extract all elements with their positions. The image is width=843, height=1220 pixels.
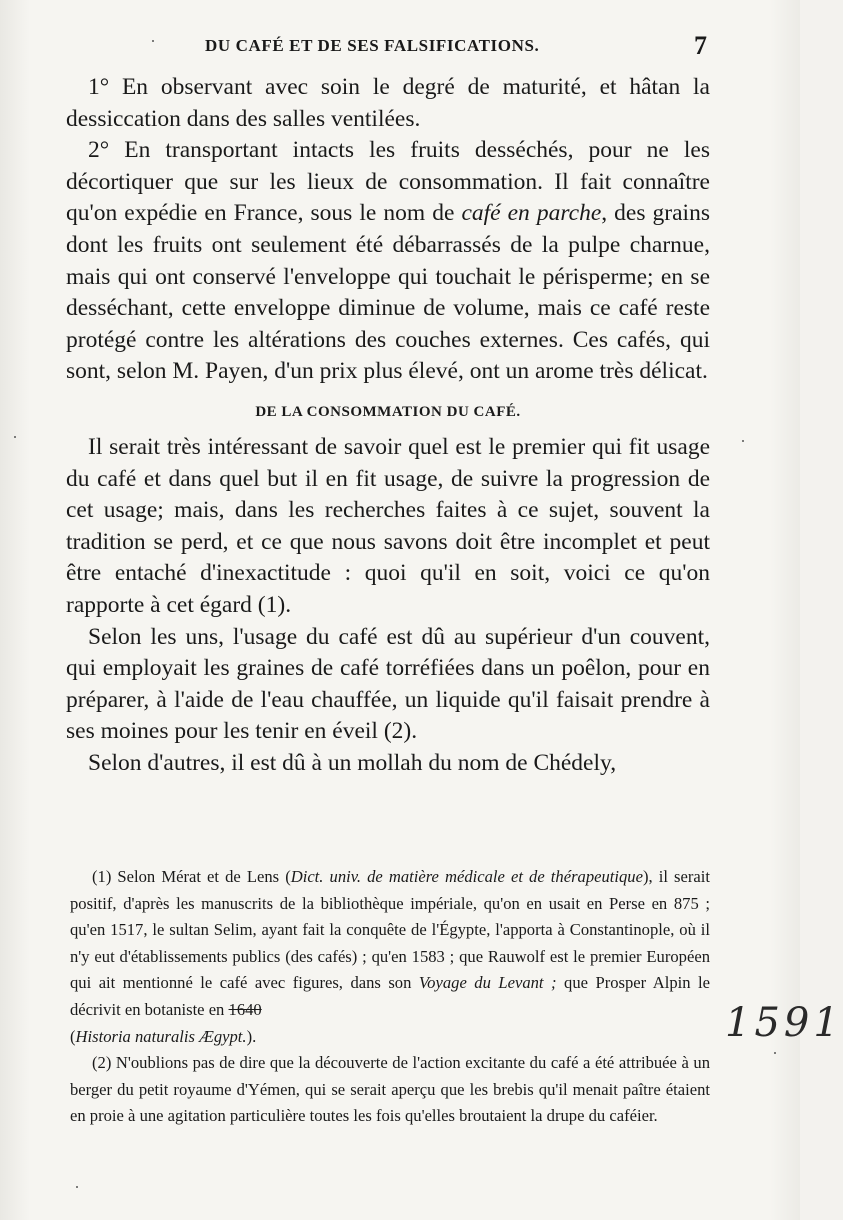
footnote-1-text-d: ( <box>70 1026 76 1046</box>
footnote-1-text-e: ). <box>246 1026 257 1046</box>
page-number: 7 <box>694 31 707 60</box>
main-text <box>66 72 710 779</box>
paragraph-origin: Il serait très intéressant de savoir quel est le premier qui fit usage du café et dans quel but il en fit usage, de suivre la progression de cet usage; mais, dans les recherches faites à ce sujet, souvent la tradition se perd, et ce que nous savons doit être incomplet et peut être entaché d'inexactitude : quoi qu'il en soit, voici ce qu'on rapporte à cet égard (1). <box>66 433 710 618</box>
footnote-1-dict-title: Dict. univ. de matière médicale et de thérapeutique <box>290 867 643 886</box>
footnote-1 <box>70 864 710 1050</box>
section-heading: DE LA CONSOMMATION DU CAFÉ. <box>255 403 521 420</box>
paragraph-transport <box>66 135 710 388</box>
footnote-1-text-c: que Prosper Alpin le décrivit en botaniste en <box>70 973 710 1019</box>
footnotes <box>70 864 710 1130</box>
running-title: DU CAFÉ ET DE SES FALSIFICATIONS. <box>205 36 540 55</box>
term-cafe-en-parche: café en parche <box>461 200 602 227</box>
handwritten-annotation: 1591 <box>725 1000 843 1046</box>
footnote-1-struck-year: 1640 <box>228 999 262 1019</box>
ink-speck <box>76 1186 78 1188</box>
paragraph-transport-text-b: , des grains dont les fruits ont seulement été débarrassés de la pulpe charnue, mais qui ont conservé l'enveloppe qui touchait le périsperme; en se desséchant, cette enveloppe diminue de volume, mais ce café reste protégé contre les altérations des couches externes. Ces cafés, qui sont, selon M. Payen, d'un prix plus élevé, ont un arome très délicat. <box>66 200 710 385</box>
paragraph-drying: 1° En observant avec soin le degré de maturité, et hâtan la dessiccation dans des salles ventilées. <box>66 74 710 132</box>
ink-speck <box>152 40 154 42</box>
running-head <box>0 31 800 62</box>
footnote-1-voyage-title: Voyage du Levant ; <box>418 973 557 993</box>
ink-speck <box>14 436 16 438</box>
footnote-1-text-a: (1) Selon Mérat et de Lens ( <box>92 867 291 886</box>
footnote-2: (2) N'oublions pas de dire que la découverte de l'action excitante du café a été attribuée à un berger du petit royaume d'Yémen, qui se serait aperçu que les brebis qu'il menait paître étaient en proie à une agitation particulière toutes les fois qu'elles broutaient la drupe du caféier. <box>70 1053 710 1126</box>
paragraph-mollah: Selon d'autres, il est dû à un mollah du nom de Chédely, <box>88 749 617 776</box>
footnote-1-text-b: ), il serait positif, d'après les manuscrits de la bibliothèque impériale, qu'on en usait en Perse en 875 ; qu'en 1517, le sultan Selim, ayant fait la conquête de l'Égypte, l'apporta à Constantinople, où il n'y eut d'établissements publics (des cafés) ; qu'en 1583 ; que Rauwolf est le premier Européen qui ait mentionné le café avec figures, dans son <box>70 867 710 993</box>
footnote-1-historia-title: Historia naturalis Ægypt. <box>75 1026 247 1046</box>
ink-speck <box>742 440 744 442</box>
paragraph-transport-text-a: 2° En transportant intacts les fruits desséchés, pour ne les décortiquer que sur les lieux de consommation. Il fait connaître qu'on expédie en France, sous le nom de <box>66 137 710 227</box>
paragraph-convent: Selon les uns, l'usage du café est dû au supérieur d'un couvent, qui employait les graines de café torréfiées dans un poêlon, pour en préparer, à l'aide de l'eau chauffée, un liquide qu'il faisait prendre à ses moines pour les tenir en éveil (2). <box>66 623 710 745</box>
ink-speck <box>774 1052 776 1054</box>
